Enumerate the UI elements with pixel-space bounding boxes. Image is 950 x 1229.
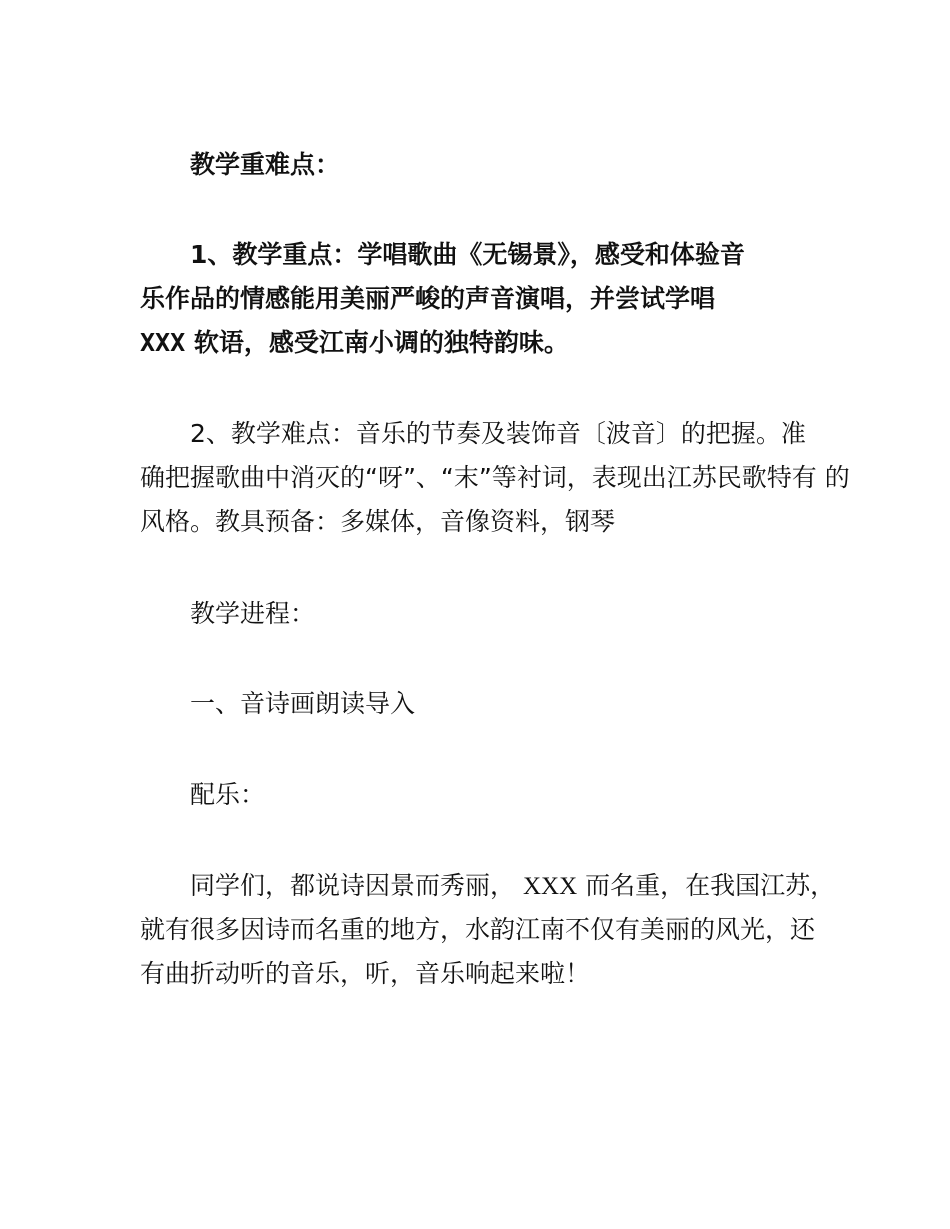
section1-heading: 一、音诗画朗读导入 (190, 689, 416, 718)
music-label: 配乐： (190, 780, 266, 809)
intro-line2: 就有很多因诗而名重的地方，水韵江南不仅有美丽的风光，还 (140, 915, 816, 944)
intro-line1-code: XXX (522, 873, 578, 900)
point1-line2: 乐作品的情感能用美丽严峻的声音演唱，并尝试学唱 (140, 284, 716, 313)
point2-line1: 2、教学难点：音乐的节奏及装饰音〔波音〕的把握。准 (190, 419, 806, 448)
intro-line1-start: 同学们，都说诗因景而秀丽， (190, 871, 516, 900)
intro-line1 (190, 864, 836, 909)
point1-line3-code: XXX (140, 328, 186, 357)
point1-line3-rest: 软语，感受江南小调的独特韵味。 (193, 328, 569, 357)
teaching-process-heading: 教学进程： (190, 599, 316, 628)
point2-line3: 风格。教具预备：多媒体，音像资料，钢琴 (140, 507, 616, 536)
intro-line3: 有曲折动听的音乐，听，音乐响起来啦！ (140, 959, 591, 988)
intro-line1-end: 而名重，在我国江苏， (585, 871, 836, 900)
point1-line3 (140, 321, 820, 365)
heading-key-difficult-points: 教学重难点： (190, 150, 341, 179)
point2-line2: 确把握歌曲中消灭的“呀”、“末”等衬词，表现出江苏民歌特有 的 (140, 463, 850, 492)
point1-line1: 1、教学重点：学唱歌曲《无锡景》，感受和体验音 (190, 240, 745, 269)
